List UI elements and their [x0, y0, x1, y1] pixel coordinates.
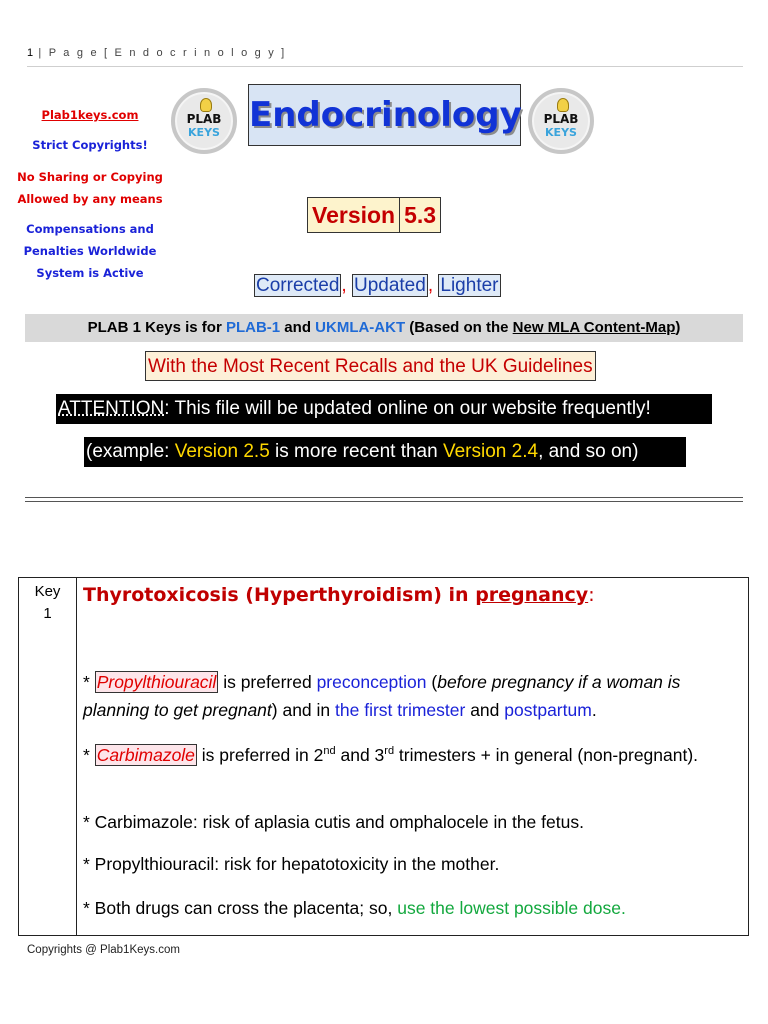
page-footer: Copyrights @ Plab1Keys.com: [27, 944, 180, 956]
paragraph-carbimazole-risk: * Carbimazole: risk of aplasia cutis and omphalocele in the fetus.: [83, 812, 584, 832]
example-version-2: Version 2.4: [442, 441, 539, 462]
example-banner: (example: Version 2.5 is more recent than Version 2.4, and so on): [84, 437, 686, 467]
key-number: 1: [43, 605, 52, 622]
content-map-label: New MLA Content-Map: [512, 319, 676, 336]
lightbulb-icon: [557, 98, 569, 112]
status-tags: Corrected , Updated , Lighter: [256, 275, 499, 296]
plab-keys-logo-left: PLAB KEYS: [171, 88, 237, 154]
compensation-line-1: Compensations and: [26, 222, 154, 236]
info-bar: PLAB 1 Keys is for PLAB-1 and UKMLA-AKT (Based on the New MLA Content-Map): [25, 314, 743, 342]
drug-propylthiouracil: Propylthiouracil: [96, 672, 217, 692]
attention-label: ATTENTION: [58, 398, 165, 419]
version-number: 5.3: [400, 197, 441, 233]
tag-updated: Updated: [353, 275, 426, 296]
document-title: Endocrinology: [248, 84, 521, 146]
recent-recalls-banner: With the Most Recent Recalls and the UK Guidelines: [145, 351, 596, 381]
paragraph-placenta: * Both drugs can cross the placenta; so, use the lowest possible dose.: [83, 898, 626, 918]
tag-corrected: Corrected: [256, 275, 340, 296]
header-divider: [27, 66, 743, 67]
page-number: 1: [27, 47, 34, 59]
page-header: [27, 47, 286, 59]
section-divider: [25, 497, 743, 502]
key-number-cell: [19, 581, 76, 625]
key-title: Thyrotoxicosis (Hyperthyroidism) in pregnancy:: [83, 584, 595, 606]
compensation-line-3: System is Active: [36, 266, 144, 280]
no-sharing-line-2: Allowed by any means: [17, 192, 163, 206]
strict-copyright: Strict Copyrights!: [32, 138, 148, 152]
no-sharing-line-1: No Sharing or Copying: [17, 170, 163, 184]
paragraph-ptu-risk: * Propylthiouracil: risk for hepatotoxicity in the mother.: [83, 854, 500, 874]
example-version-1: Version 2.5: [174, 441, 270, 462]
lowest-dose-note: use the lowest possible dose.: [397, 898, 626, 918]
plab-keys-logo-right: PLAB KEYS: [528, 88, 594, 154]
plab1-label: PLAB-1: [225, 319, 281, 336]
lightbulb-icon: [200, 98, 212, 112]
paragraph-propylthiouracil: * Propylthiouracil is preferred preconception (before pregnancy if a woman is planning to get pregnant) and in the first trimester and postpartum.: [83, 672, 681, 720]
tag-lighter: Lighter: [440, 275, 499, 296]
paragraph-carbimazole: * Carbimazole is preferred in 2nd and 3rd trimesters + in general (non-pregnant).: [83, 744, 699, 765]
version-badge: [307, 197, 441, 233]
attention-banner: ATTENTION: This file will be updated online on our website frequently!: [56, 394, 712, 424]
site-link[interactable]: Plab1keys.com: [41, 108, 139, 122]
key-table-column-divider: [76, 577, 77, 936]
key-title-emphasis: pregnancy: [475, 584, 589, 606]
drug-carbimazole: Carbimazole: [96, 744, 195, 765]
compensation-line-2: Penalties Worldwide: [23, 244, 157, 258]
page-header-label: | P a g e [ E n d o c r i n o l o g y ]: [38, 47, 287, 59]
copyright-notice: [8, 104, 172, 284]
version-label: Version: [307, 197, 400, 233]
ukmla-label: UKMLA-AKT: [315, 319, 406, 336]
key-label: Key: [34, 583, 61, 600]
